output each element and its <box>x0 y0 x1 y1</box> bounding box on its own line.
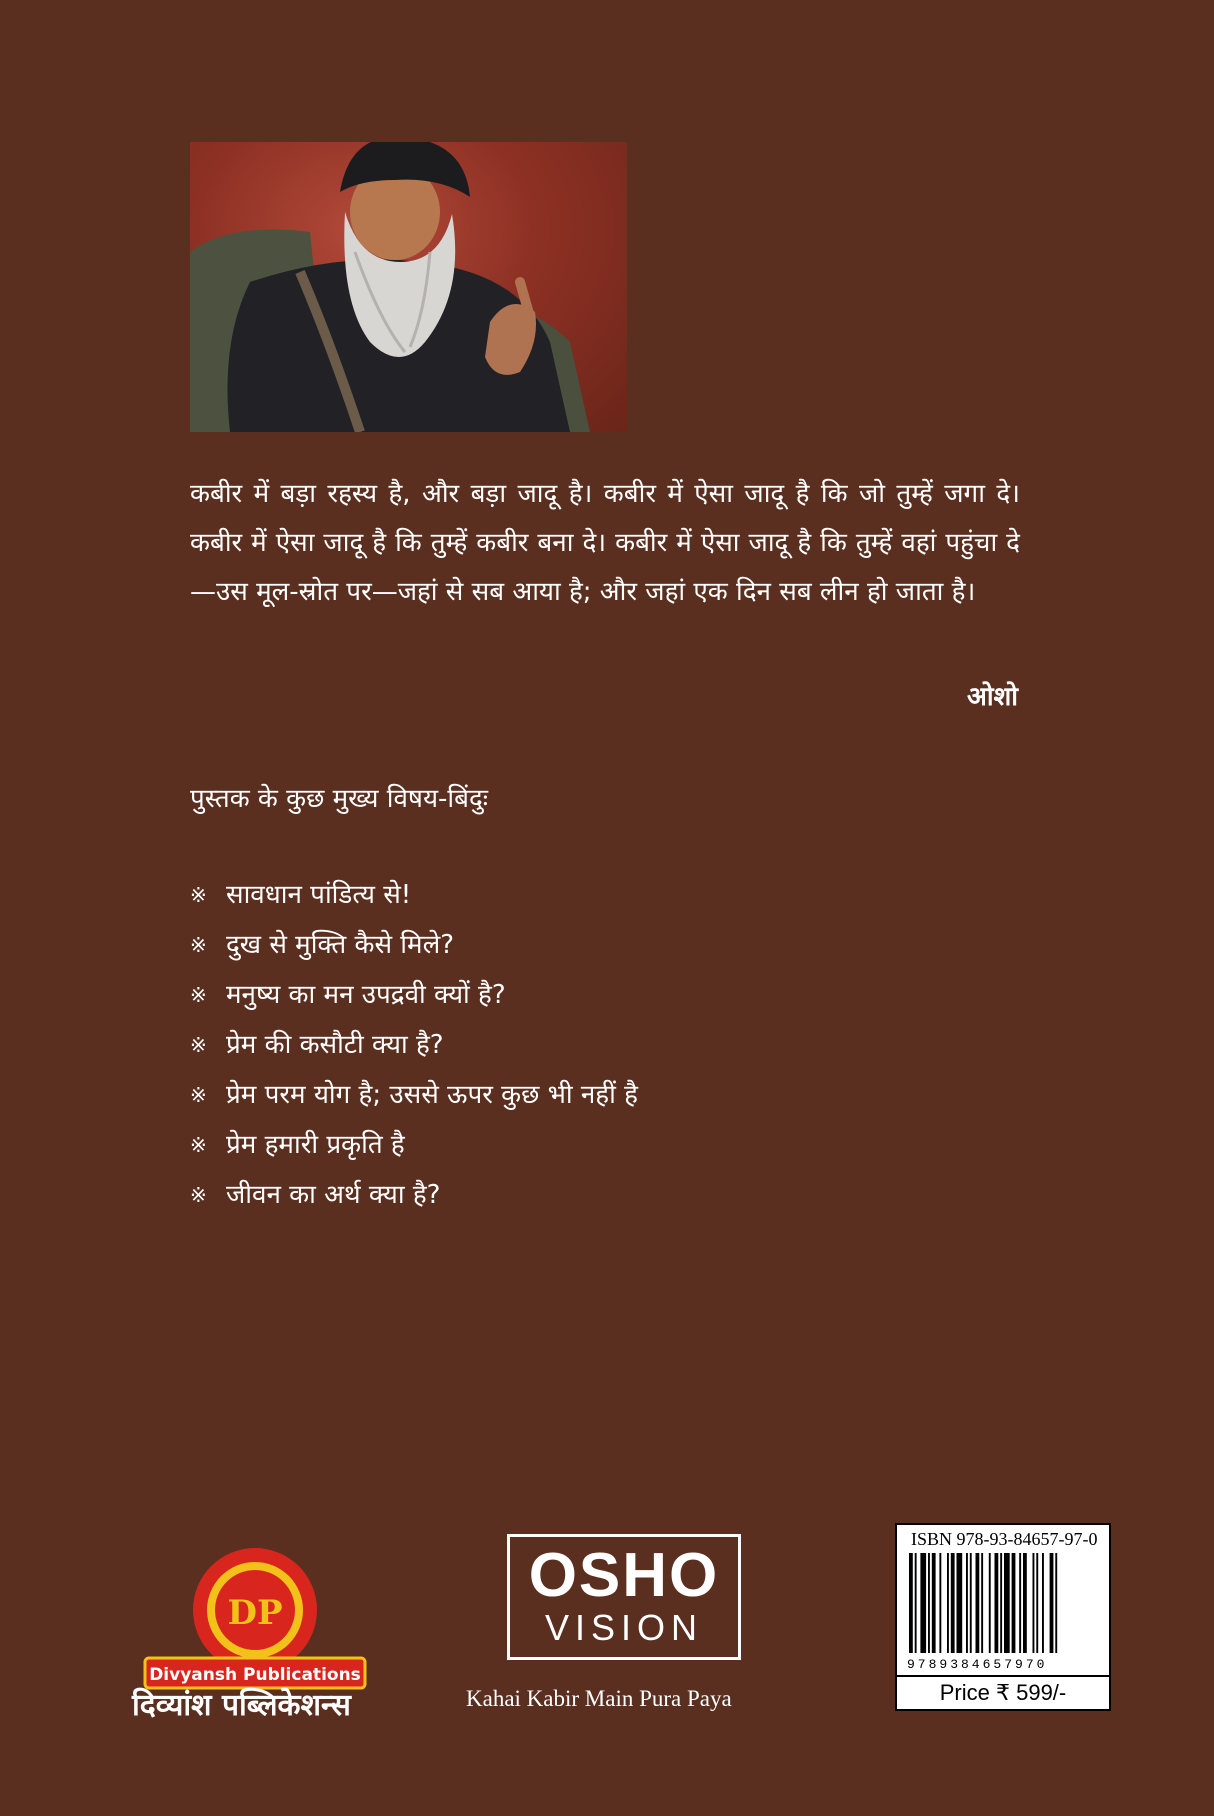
barcode-stripe <box>1023 1553 1027 1653</box>
quote-text: कबीर में बड़ा रहस्य है, और बड़ा जादू है। कबीर में ऐसा जादू है कि जो तुम्हें जगा दे। कबीर में ऐसा जादू है कि तुम्हें कबीर बना दे। कबीर में ऐसा जादू है कि तुम्हें वहां पहुंचा दे—उस मूल-स्रोत पर—जहां से सब आया है; और जहां एक दिन सब लीन हो जाता है। <box>190 479 1020 607</box>
topics-list <box>190 870 638 1220</box>
barcode-digits: 9789384657970 <box>907 1657 1048 1672</box>
list-item <box>190 870 638 920</box>
topic-text: प्रेम हमारी प्रकृति है <box>226 1130 405 1160</box>
quote-author: ओशो <box>966 682 1018 712</box>
topic-text: सावधान पांडित्य से! <box>226 880 412 910</box>
list-item <box>190 1020 638 1070</box>
barcode-stripe <box>1055 1553 1057 1653</box>
publisher-name: दिव्यांश पब्लिकेशन्स <box>132 1688 351 1723</box>
barcode-stripe <box>909 1553 913 1653</box>
barcode-stripe <box>1012 1553 1016 1653</box>
topic-text: प्रेम की कसौटी क्या है? <box>226 1030 444 1060</box>
barcode-stripe <box>995 1553 999 1653</box>
barcode-stripe <box>915 1553 917 1653</box>
list-item <box>190 970 638 1020</box>
barcode-stripe <box>970 1553 972 1653</box>
barcode-stripe <box>939 1553 941 1653</box>
book-title: Kahai Kabir Main Pura Paya <box>466 1686 732 1711</box>
bullet-icon: ※ <box>190 1033 207 1057</box>
barcode-stripe <box>928 1553 930 1653</box>
osho-word: OSHO <box>528 1541 720 1610</box>
barcode-stripe <box>976 1553 980 1653</box>
barcode-stripe <box>957 1553 963 1653</box>
topic-text: प्रेम परम योग है; उससे ऊपर कुछ भी नहीं है <box>226 1080 638 1110</box>
topic-text: जीवन का अर्थ क्या है? <box>226 1180 441 1210</box>
logo-text: Divyansh Publications <box>149 1665 361 1685</box>
bullet-icon: ※ <box>190 983 207 1007</box>
bullet-icon: ※ <box>190 1083 207 1107</box>
barcode-stripe <box>1000 1553 1002 1653</box>
barcode-stripe <box>1033 1553 1035 1653</box>
osho-vision-logo <box>507 1534 741 1660</box>
barcode-stripe <box>1050 1553 1054 1653</box>
publisher-logo <box>135 1540 375 1705</box>
topic-text: मनुष्य का मन उपद्रवी क्यों है? <box>226 980 506 1010</box>
price-label: Price ₹ 599/- <box>897 1675 1109 1709</box>
logo-letters: DP <box>227 1593 283 1633</box>
topics-heading: पुस्तक के कुछ मुख्य विषय-बिंदुः <box>190 784 489 814</box>
barcode-stripe <box>966 1553 968 1653</box>
portrait-illustration <box>190 142 627 432</box>
barcode-stripe <box>989 1553 991 1653</box>
barcode-box <box>895 1523 1111 1711</box>
bullet-icon: ※ <box>190 1133 207 1157</box>
barcode-stripe <box>1036 1553 1038 1653</box>
list-item <box>190 1120 638 1170</box>
barcode-stripe <box>981 1553 983 1653</box>
barcode-stripe <box>951 1553 955 1653</box>
isbn-label: ISBN 978-93-84657-97-0 <box>911 1529 1098 1549</box>
barcode-stripe <box>932 1553 936 1653</box>
list-item <box>190 1170 638 1220</box>
vision-word: VISION <box>544 1607 704 1648</box>
barcode-stripe <box>1042 1553 1044 1653</box>
barcode-stripe <box>1004 1553 1010 1653</box>
topic-text: दुख से मुक्ति कैसे मिले? <box>226 930 455 960</box>
bullet-icon: ※ <box>190 1183 207 1207</box>
list-item <box>190 920 638 970</box>
list-item <box>190 1070 638 1120</box>
barcode-icon <box>909 1553 1101 1671</box>
author-portrait <box>190 142 627 432</box>
bullet-icon: ※ <box>190 883 207 907</box>
barcode-stripe <box>947 1553 949 1653</box>
bullet-icon: ※ <box>190 933 207 957</box>
barcode-stripe <box>1019 1553 1021 1653</box>
barcode-stripe <box>920 1553 926 1653</box>
